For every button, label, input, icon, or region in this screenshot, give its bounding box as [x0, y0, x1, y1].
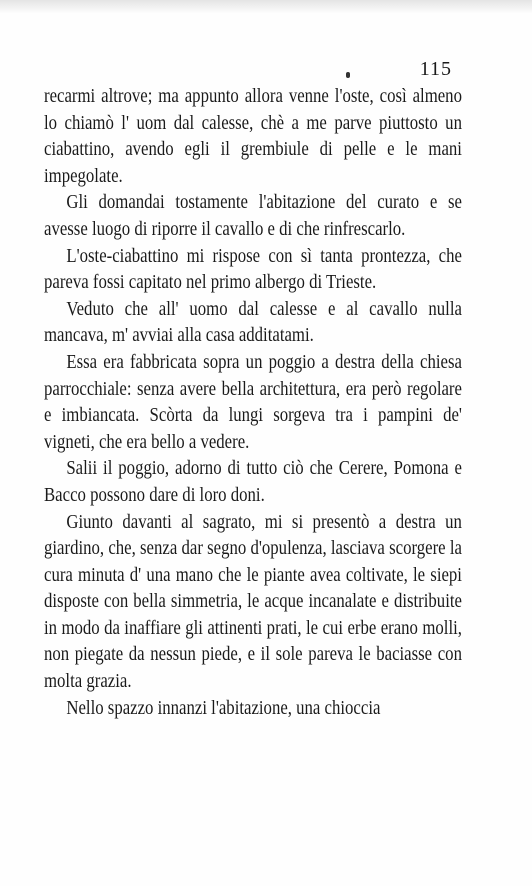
paragraph-1: recarmi altrove; ma appunto allora venne l'oste, così almeno lo chiamò l' uom dal calesse, chè a me parve piuttosto un ciabattino, avendo egli il grembiule di pelle e le mani impegolate. — [44, 86, 462, 187]
paragraph-8: Nello spazzo innanzi l'abitazione, una chioccia — [66, 697, 381, 719]
ink-speck — [346, 72, 350, 78]
paragraph-3: L'oste-ciabattino mi rispose con sì tanta prontezza, che pareva fossi capitato nel primo albergo di Trieste. — [44, 245, 462, 294]
paragraph-5: Essa era fabbricata sopra un poggio a destra della chiesa parrocchiale: senza avere bella architettura, era però regolare e imbiancata. Scòrta da lungi sorgeva tra i pampini de' vigneti, che era bello a vedere. — [44, 351, 462, 453]
body-text — [44, 84, 462, 722]
paragraph-2: Gli domandai tostamente l'abitazione del curato e se avesse luogo di riporre il cavallo e di che rinfrescarlo. — [44, 192, 462, 240]
page-number: 115 — [419, 58, 452, 80]
paragraph-4: Veduto che all' uomo dal calesse e al cavallo nulla mancava, m' avviai alla casa additatami. — [44, 298, 462, 347]
paragraph-6: Salii il poggio, adorno di tutto ciò che Cerere, Pomona e Bacco possono dare di loro doni. — [44, 458, 462, 506]
page-top-edge — [0, 0, 532, 14]
paragraph-7: Giunto davanti al sagrato, mi si presentò a destra un giardino, che, senza dar segno d'opulenza, lasciava scorgere la cura minuta d' una mano che le piante avea coltivate, le siepi disposte con bella simmetria, le acque incanalate e distribuite in modo da inaffiare gli attinenti prati, le cui erbe erano molli, non piegate da nessun piede, e il sole pareva le baciasse con molta grazia. — [44, 511, 462, 693]
